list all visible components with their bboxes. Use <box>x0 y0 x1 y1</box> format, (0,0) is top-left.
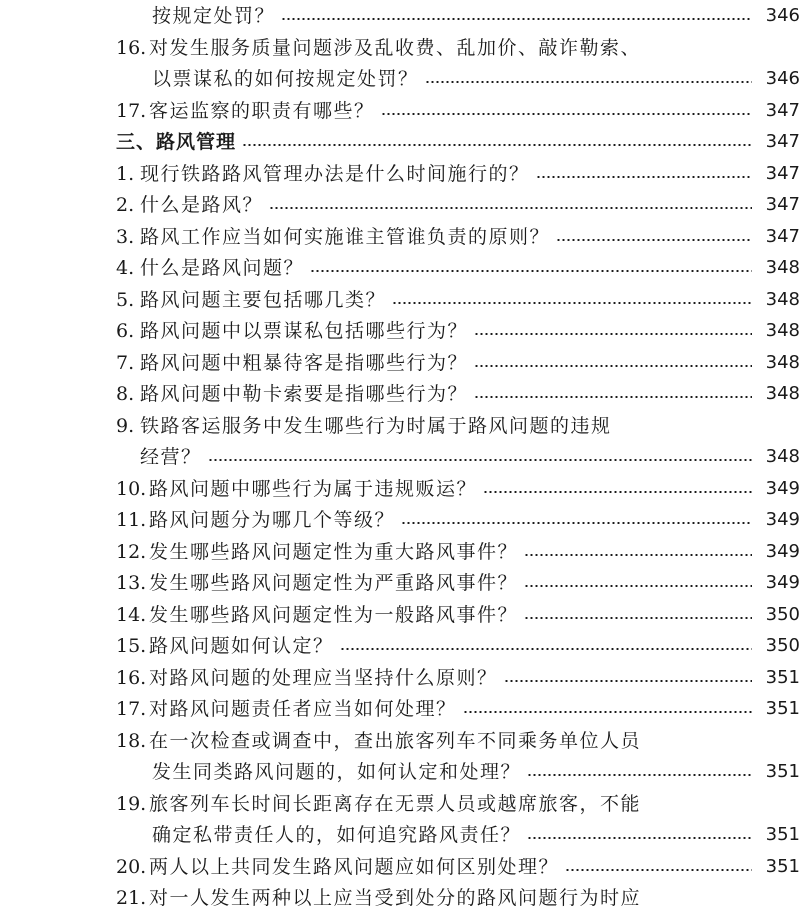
page-number: 348 <box>765 320 800 341</box>
section-title: 三、路风管理 <box>116 130 237 153</box>
entry-text: 发生同类路风问题的，如何认定和处理？ <box>152 760 522 783</box>
toc-entry <box>0 0 800 32</box>
toc-entry <box>0 693 800 725</box>
entry-number: 11. <box>116 508 147 531</box>
entry-text: 路风问题中粗暴待客是指哪些行为？ <box>140 351 469 374</box>
toc-entry <box>0 221 800 253</box>
entry-number: 15. <box>116 634 147 657</box>
leader-dots <box>340 648 752 650</box>
entry-number: 7. <box>116 351 135 374</box>
page-number: 349 <box>765 541 800 562</box>
toc-entry <box>0 473 800 505</box>
entry-number: 17. <box>116 99 147 122</box>
entry-text: 经营？ <box>140 445 202 468</box>
leader-dots <box>208 459 752 461</box>
entry-number: 12. <box>116 540 147 563</box>
entry-number: 17. <box>116 697 147 720</box>
toc-entry <box>0 788 800 820</box>
leader-dots <box>310 270 752 272</box>
toc-entry <box>0 504 800 536</box>
toc-entry <box>0 252 800 284</box>
toc-entry <box>0 662 800 694</box>
entry-number: 16. <box>116 666 147 689</box>
toc-entry <box>0 95 800 127</box>
page-number: 347 <box>765 226 800 247</box>
toc-entry <box>0 32 800 64</box>
entry-number: 1. <box>116 162 135 185</box>
entry-number: 18. <box>116 729 147 752</box>
entry-number: 21. <box>116 886 147 909</box>
page-number: 348 <box>765 352 800 373</box>
leader-dots <box>565 869 752 871</box>
toc-entry <box>0 347 800 379</box>
toc-entry <box>0 158 800 190</box>
entry-text: 铁路客运服务中发生哪些行为时属于路风问题的违规 <box>140 414 612 437</box>
toc-entry <box>0 882 800 914</box>
page-number: 346 <box>765 5 800 26</box>
leader-dots <box>463 711 752 713</box>
entry-number: 10. <box>116 477 147 500</box>
toc-entry <box>0 851 800 883</box>
entry-number: 16. <box>116 36 147 59</box>
page-number: 346 <box>765 68 800 89</box>
entry-text: 对发生服务质量问题涉及乱收费、乱加价、敲诈勒索、 <box>149 36 642 59</box>
entry-text: 对路风问题的处理应当坚持什么原则？ <box>149 666 498 689</box>
toc-entry <box>0 441 800 473</box>
leader-dots <box>425 81 752 83</box>
page-number: 348 <box>765 257 800 278</box>
toc-entry <box>0 536 800 568</box>
leader-dots <box>524 617 752 619</box>
entry-text: 对路风问题责任者应当如何处理？ <box>149 697 457 720</box>
leader-dots <box>556 239 752 241</box>
page-number: 351 <box>765 667 800 688</box>
entry-number: 3. <box>116 225 135 248</box>
toc-entry <box>0 284 800 316</box>
leader-dots <box>242 144 752 146</box>
leader-dots <box>401 522 752 524</box>
entry-text: 路风问题如何认定？ <box>149 634 334 657</box>
page-number: 351 <box>765 856 800 877</box>
entry-number: 4. <box>116 256 135 279</box>
page-number: 349 <box>765 478 800 499</box>
leader-dots <box>281 18 752 20</box>
entry-text: 路风工作应当如何实施谁主管谁负责的原则？ <box>140 225 551 248</box>
toc-entry <box>0 378 800 410</box>
page-number: 349 <box>765 509 800 530</box>
entry-number: 6. <box>116 319 135 342</box>
entry-text: 两人以上共同发生路风问题应如何区别处理？ <box>149 855 560 878</box>
entry-text: 在一次检查或调查中，查出旅客列车不同乘务单位人员 <box>149 729 642 752</box>
leader-dots <box>474 333 752 335</box>
entry-number: 13. <box>116 571 147 594</box>
page-number: 347 <box>765 163 800 184</box>
toc-entry <box>0 189 800 221</box>
leader-dots <box>269 207 752 209</box>
leader-dots <box>536 176 752 178</box>
page-number: 351 <box>765 761 800 782</box>
entry-text: 现行铁路路风管理办法是什么时间施行的？ <box>140 162 530 185</box>
entry-text: 客运监察的职责有哪些？ <box>149 99 375 122</box>
page-number: 351 <box>765 824 800 845</box>
entry-text: 按规定处罚？ <box>152 4 276 27</box>
entry-text: 发生哪些路风问题定性为一般路风事件？ <box>149 603 519 626</box>
entry-number: 9. <box>116 414 135 437</box>
toc-entry <box>0 756 800 788</box>
toc-entry <box>0 599 800 631</box>
leader-dots <box>504 680 752 682</box>
page-number: 350 <box>765 635 800 656</box>
leader-dots <box>483 491 752 493</box>
entry-number: 14. <box>116 603 147 626</box>
toc-entry <box>0 63 800 95</box>
page-number: 348 <box>765 446 800 467</box>
toc-entry <box>0 410 800 442</box>
page-number: 348 <box>765 289 800 310</box>
page-number: 351 <box>765 698 800 719</box>
entry-text: 发生哪些路风问题定性为重大路风事件？ <box>149 540 519 563</box>
leader-dots <box>524 585 752 587</box>
entry-number: 20. <box>116 855 147 878</box>
leader-dots <box>527 774 752 776</box>
page-number: 347 <box>765 194 800 215</box>
leader-dots <box>474 396 752 398</box>
entry-text: 确定私带责任人的，如何追究路风责任？ <box>152 823 522 846</box>
entry-text: 路风问题中哪些行为属于违规贩运？ <box>149 477 478 500</box>
entry-text: 路风问题中以票谋私包括哪些行为？ <box>140 319 469 342</box>
toc-entry <box>0 630 800 662</box>
entry-text: 什么是路风？ <box>140 193 264 216</box>
page-number: 347 <box>765 100 800 121</box>
entry-text: 什么是路风问题？ <box>140 256 305 279</box>
toc-entry <box>0 567 800 599</box>
leader-dots <box>524 554 752 556</box>
entry-text: 路风问题分为哪几个等级？ <box>149 508 396 531</box>
page-number: 350 <box>765 604 800 625</box>
leader-dots <box>474 365 752 367</box>
leader-dots <box>392 302 752 304</box>
entry-number: 2. <box>116 193 135 216</box>
toc-entry <box>0 315 800 347</box>
entry-text: 发生哪些路风问题定性为严重路风事件？ <box>149 571 519 594</box>
page-number: 349 <box>765 572 800 593</box>
toc-entry <box>0 725 800 757</box>
entry-number: 8. <box>116 382 135 405</box>
toc-entry <box>0 819 800 851</box>
entry-number: 19. <box>116 792 147 815</box>
entry-text: 对一人发生两种以上应当受到处分的路风问题行为时应 <box>149 886 642 909</box>
page-number: 347 <box>765 131 800 152</box>
entry-text: 以票谋私的如何按规定处罚？ <box>152 67 419 90</box>
toc-section-heading <box>0 126 800 158</box>
entry-text: 路风问题主要包括哪几类？ <box>140 288 387 311</box>
entry-text: 路风问题中勒卡索要是指哪些行为？ <box>140 382 469 405</box>
leader-dots <box>527 837 752 839</box>
entry-number: 5. <box>116 288 135 311</box>
entry-text: 旅客列车长时间长距离存在无票人员或越席旅客，不能 <box>149 792 642 815</box>
page-number: 348 <box>765 383 800 404</box>
leader-dots <box>381 113 752 115</box>
